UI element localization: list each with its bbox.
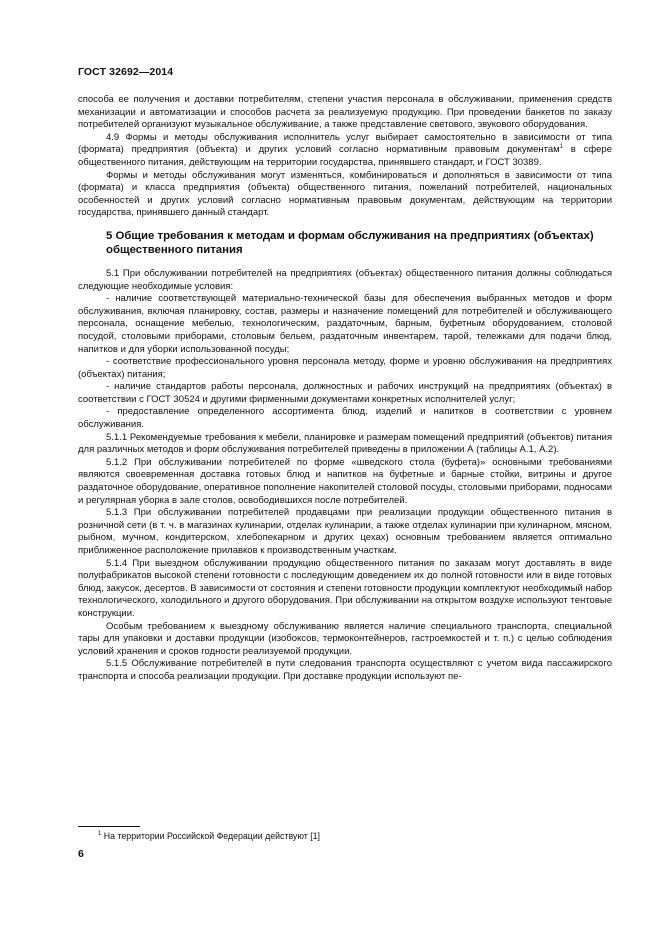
paragraph-5-1: 5.1 При обслуживании потребителей на предприятиях (объектах) общественного питания должны соблюдаться следующие необходимые условия:	[78, 267, 612, 292]
paragraph-continuation: способа ее получения и доставки потребителям, степени участия персонала в обслуживании, применения средств механизации и автоматизации и способов расчета за реализуемую продукцию. При проведении банкетов по заказу потребителей организуют музыкальное обслуживание, а также представление светового, звукового оборудования.	[78, 94, 612, 131]
footnote-mark: 1	[98, 831, 102, 838]
paragraph-5-1-1: 5.1.1 Рекомендуемые требования к мебели, планировке и размерам помещений предприятий (объектов) питания для различных методов и форм обслуживания потребителей приведены в приложении А (таблицы А.1, А.2).	[78, 431, 612, 456]
page-number: 6	[78, 848, 84, 860]
paragraph-5-1-2: 5.1.2 При обслуживании потребителей по форме «шведского стола (буфета)» основными требованиями являются своевременная доставка готовых блюд и напитков на буфетные и барные стойки, витрины и другое раздаточное оборудование, оперативное пополнение накопителей столовой посуды, столовыми приборами, подносами и регулярная уборка в зале столов, освободившихся после потребителей.	[78, 456, 612, 506]
list-item: - соответствие профессионального уровня персонала методу, форме и уровню обслуживания на предприятиях (объектах) питания;	[78, 356, 612, 380]
footnote-reference: 1	[559, 144, 564, 151]
footnote-text: На территории Российской Федерации действуют [1]	[101, 831, 320, 841]
document-body	[78, 94, 612, 684]
list-item: - наличие соответствующей материально-технической базы для обеспечения выбранных методов и форм обслуживания, включая планировку, состав, размеры и назначение помещений для потребителей и обслуживающего персонала, оснащение мебелью, технологическим, раздаточным, барным, буфетным оборудованием, столовой посудой, столовыми приборами, столовым бельем, раздаточным инвентарем, тарой, тележками для подачи блюд, напитков и для уборки использованной посуды;	[78, 293, 612, 355]
paragraph-4-9-text-a: 4.9 Формы и методы обслуживания исполнитель услуг выбирает самостоятельно в зависимости от типа (формата) предприятия (объекта) и других условий согласно нормативным правовым документам	[78, 131, 612, 156]
document-header: ГОСТ 32692—2014	[78, 66, 174, 78]
paragraph-4-9	[78, 132, 612, 170]
paragraph-special-requirement: Особым требованием к выездному обслуживанию является наличие специального транспорта, специальной тары для упаковки и доставки продукции (изобоксов, термоконтейнеров, гастроемкостей и т. п.) с целью соблюдения условий хранения и сроков годности реализуемой продукции.	[78, 620, 612, 657]
footnote	[98, 831, 320, 842]
paragraph-5-1-3: 5.1.3 При обслуживании потребителей продавцами при реализации продукции общественного питания в розничной сети (в т. ч. в магазинах кулинарии, отделах кулинарии, а также отделах кулинарии при кулинарном, мясном, рыбном, мучном, кондитерском, хлебопекарном и других цехах) основным требованием является оптимально приближенное расположение прилавков к производственным участкам.	[78, 507, 612, 556]
paragraph-forms-methods: Формы и методы обслуживания могут изменяться, комбинироваться и дополняться в зависимости от типа (формата) и класса предприятия (объекта) общественного питания, пожеланий потребителей, национальных особенностей и других условий согласно нормативным правовым документам, действующим на территории государства, принявшего данный стандарт.	[78, 169, 612, 219]
paragraph-4-9-text-b: в сфере общественного питания, действующим на территории государства, принявшего стандарт, и ГОСТ 30389.	[78, 144, 612, 168]
section-5-heading: 5 Общие требования к методам и формам обслуживания на предприятиях (объектах) общественного питания	[106, 229, 594, 256]
paragraph-5-1-4: 5.1.4 При выездном обслуживании продукцию общественного питания по заказам могут доставлять в виде полуфабрикатов высокой степени готовности с последующим доведением их до полной готовности или в виде готовых блюд, закусок, десертов. В зависимости от состояния и степени готовности продукции комплектуют необходимый набор технологического, холодильного и другого оборудования. При обслуживании на открытом воздухе используют тентовые конструкции.	[78, 557, 612, 619]
list-item: - предоставление определенного ассортимента блюд, изделий и напитков в соответствии с уровнем обслуживания.	[78, 406, 612, 431]
list-item: - наличие стандартов работы персонала, должностных и рабочих инструкций на предприятиях (объектах) в соответствии с ГОСТ 30524 и другими фирменными документами конкретных исполнителей услуг;	[78, 381, 612, 405]
footnote-divider	[78, 826, 140, 827]
paragraph-5-1-5: 5.1.5 Обслуживание потребителей в пути следования транспорта осуществляют с учетом вида пассажирского транспорта и способа реализации продукции. При доставке продукции используют пе-	[78, 658, 612, 682]
